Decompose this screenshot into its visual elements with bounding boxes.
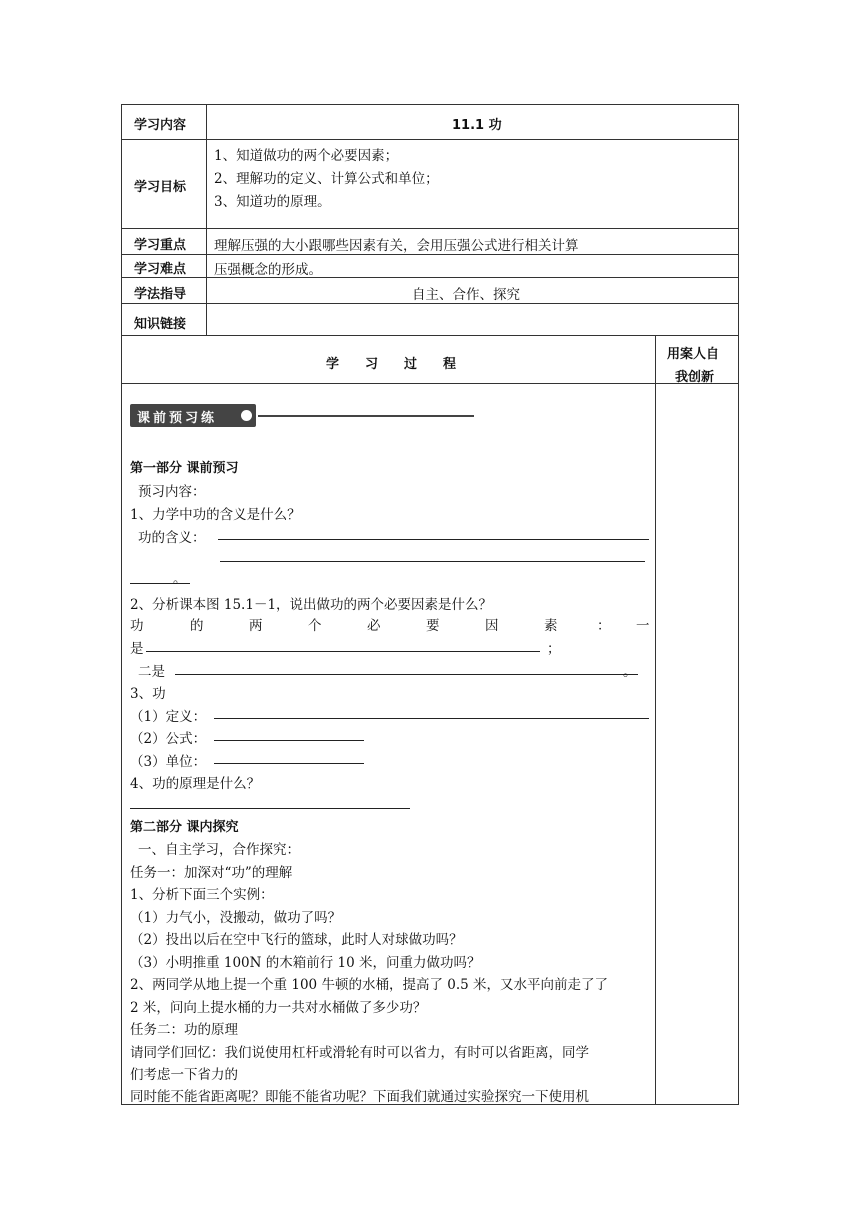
answer-line bbox=[130, 808, 410, 809]
question-1-label: 功的含义： bbox=[138, 530, 206, 546]
key-point-value: 理解压强的大小跟哪些因素有关，会用压强公式进行相关计算 bbox=[214, 238, 579, 254]
answer-line bbox=[214, 740, 364, 741]
goal-item: 3、知道功的原理。 bbox=[214, 194, 331, 210]
q2-char: 因 bbox=[485, 618, 499, 634]
part1-intro: 预习内容： bbox=[138, 484, 206, 500]
question-3: 3、功 bbox=[130, 686, 166, 702]
q2-second: 二是 bbox=[138, 664, 165, 680]
question-1: 1、力学中功的含义是什么？ bbox=[130, 507, 301, 523]
side-column-title: 我创新 bbox=[675, 370, 715, 385]
q2-char: 的 bbox=[190, 618, 204, 634]
q3-unit: （3）单位： bbox=[130, 754, 207, 770]
goal-item: 2、理解功的定义、计算公式和单位； bbox=[214, 171, 439, 187]
row-divider bbox=[121, 335, 739, 336]
answer-line bbox=[220, 561, 645, 562]
task-2-text: 同时能不能省距离呢？即能不能省功呢？下面我们就通过实验探究一下使用机 bbox=[130, 1089, 589, 1105]
goal-item: 1、知道做功的两个必要因素； bbox=[214, 148, 399, 164]
banner-rule bbox=[258, 415, 474, 417]
process-title: 学 习 过 程 bbox=[326, 357, 457, 372]
task-1: 任务一：加深对“功”的理解 bbox=[130, 865, 293, 881]
answer-line bbox=[146, 651, 540, 652]
q2-char: 素 bbox=[544, 618, 558, 634]
q2-is: 是 bbox=[130, 641, 144, 657]
question-2: 2、分析课本图 15.1－1，说出做功的两个必要因素是什么？ bbox=[130, 597, 493, 613]
row-divider bbox=[121, 383, 739, 384]
key-point-label: 学习重点 bbox=[134, 238, 187, 253]
knowledge-link-label: 知识链接 bbox=[134, 317, 187, 332]
banner-label: 课前预习练 bbox=[137, 411, 218, 426]
q2-char: 必 bbox=[367, 618, 381, 634]
content-value: 11.1 功 bbox=[452, 118, 502, 133]
answer-line bbox=[214, 763, 364, 764]
task-1-example: （2）投出以后在空中飞行的篮球，此时人对球做功吗？ bbox=[130, 932, 463, 948]
answer-line bbox=[218, 539, 649, 540]
row-divider bbox=[121, 303, 739, 304]
method-label: 学法指导 bbox=[134, 287, 187, 302]
q2-char: 要 bbox=[426, 618, 440, 634]
q2-char: ： bbox=[597, 618, 611, 634]
task-1-example: （3）小明推重 100N 的木箱前行 10 米，问重力做功吗？ bbox=[130, 955, 481, 971]
question-1-end: 。 bbox=[173, 571, 187, 587]
label-column-divider bbox=[206, 104, 207, 335]
q2-semicolon: ； bbox=[547, 641, 561, 657]
q2-char: 两 bbox=[249, 618, 263, 634]
answer-line bbox=[214, 718, 649, 719]
task-2: 任务二：功的原理 bbox=[130, 1022, 238, 1038]
difficulty-value: 压强概念的形成。 bbox=[214, 262, 322, 278]
difficulty-label: 学习难点 bbox=[134, 262, 187, 277]
q2-char: 一 bbox=[636, 618, 650, 634]
q3-formula: （2）公式： bbox=[130, 731, 207, 747]
preview-banner bbox=[130, 404, 256, 427]
q2-char: 个 bbox=[308, 618, 322, 634]
task-1-question: 2、两同学从地上提一个重 100 牛顿的水桶，提高了 0.5 米，又水平向前走了了 bbox=[130, 977, 608, 993]
row-divider bbox=[121, 228, 739, 229]
part1-heading: 第一部分 课前预习 bbox=[130, 461, 239, 476]
task-1-example: （1）力气小，没搬动，做功了吗？ bbox=[130, 910, 342, 926]
task-2-text: 们考虑一下省力的 bbox=[130, 1067, 238, 1083]
q2-char: 功 bbox=[130, 618, 144, 634]
content-label: 学习内容 bbox=[134, 118, 187, 133]
task-2-text: 请同学们回忆：我们说使用杠杆或滑轮有时可以省力，有时可以省距离，同学 bbox=[130, 1045, 589, 1061]
part2-intro: 一、自主学习，合作探究： bbox=[138, 842, 300, 858]
row-divider bbox=[121, 139, 739, 140]
answer-line bbox=[175, 674, 638, 675]
goal-label: 学习目标 bbox=[134, 180, 187, 195]
task-1-question: 2 米，问向上提水桶的力一共对水桶做了多少功？ bbox=[130, 1000, 427, 1016]
task-1-question: 1、分析下面三个实例： bbox=[130, 887, 274, 903]
part2-heading: 第二部分 课内探究 bbox=[130, 820, 239, 835]
side-column-title: 用案人自 bbox=[667, 347, 720, 362]
side-column-divider bbox=[655, 335, 656, 1105]
q3-definition: （1）定义： bbox=[130, 709, 207, 725]
banner-dot-icon bbox=[241, 410, 252, 421]
q2-end: 。 bbox=[623, 664, 637, 680]
method-value: 自主、合作、探究 bbox=[412, 287, 520, 303]
question-4: 4、功的原理是什么？ bbox=[130, 776, 261, 792]
row-divider bbox=[121, 254, 739, 255]
